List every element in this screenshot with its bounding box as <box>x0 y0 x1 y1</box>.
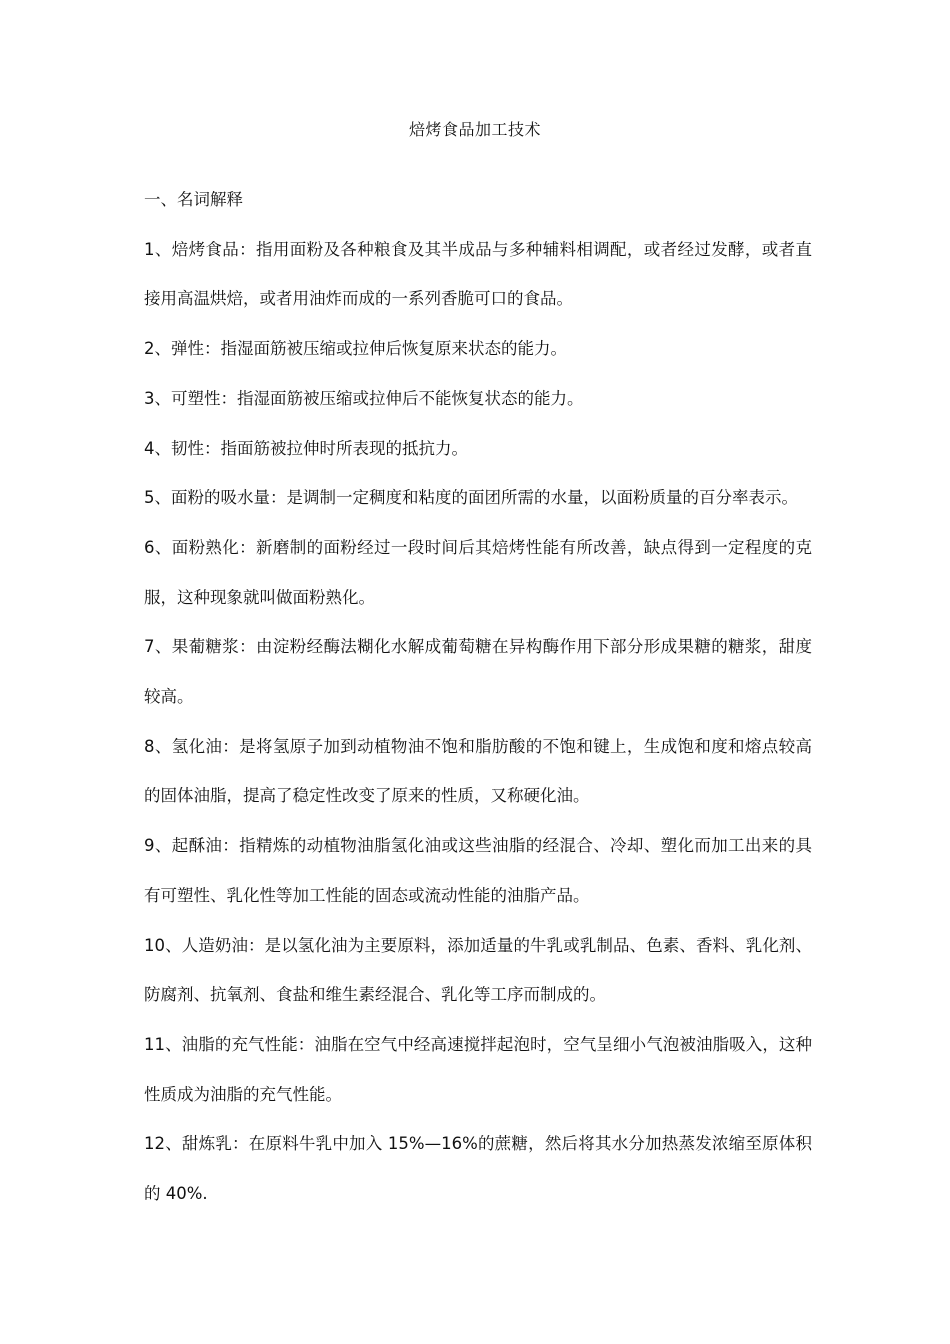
definition-paragraph: 1、焙烤食品：指用面粉及各种粮食及其半成品与多种辅料相调配，或者经过发酵，或者直接用高温烘焙，或者用油炸而成的一系列香脆可口的食品。 <box>144 239 812 309</box>
definition-paragraph: 12、甜炼乳：在原料牛乳中加入 15%—16%的蔗糖，然后将其水分加热蒸发浓缩至原体积的 40%. <box>144 1134 812 1204</box>
definition-paragraph: 4、韧性：指面筋被拉伸时所表现的抵抗力。 <box>144 438 468 458</box>
definition-paragraph: 9、起酥油：指精炼的动植物油脂氢化油或这些油脂的经混合、冷却、塑化而加工出来的具有可塑性、乳化性等加工性能的固态或流动性能的油脂产品。 <box>144 836 812 905</box>
section-heading: 一、名词解释 <box>144 190 243 209</box>
definition-paragraph: 8、氢化油：是将氢原子加到动植物油不饱和脂肪酸的不饱和键上，生成饱和度和熔点较高的固体油脂，提高了稳定性改变了原来的性质，又称硬化油。 <box>144 736 812 806</box>
definition-paragraph: 11、油脂的充气性能：油脂在空气中经高速搅拌起泡时，空气呈细小气泡被油脂吸入，这种性质成为油脂的充气性能。 <box>144 1034 812 1104</box>
definition-paragraph: 6、面粉熟化：新磨制的面粉经过一段时间后其焙烤性能有所改善，缺点得到一定程度的克服，这种现象就叫做面粉熟化。 <box>144 537 812 607</box>
definition-paragraph: 2、弹性：指湿面筋被压缩或拉伸后恢复原来状态的能力。 <box>144 339 567 359</box>
definition-paragraph: 5、面粉的吸水量：是调制一定稠度和粘度的面团所需的水量，以面粉质量的百分率表示。 <box>144 488 798 508</box>
document-title: 焙烤食品加工技术 <box>408 120 541 139</box>
document-body <box>144 175 812 1219</box>
definition-paragraph: 3、可塑性：指湿面筋被压缩或拉伸后不能恢复状态的能力。 <box>144 388 584 408</box>
definition-paragraph: 10、人造奶油：是以氢化油为主要原料，添加适量的牛乳或乳制品、色素、香料、乳化剂、防腐剂、抗氧剂、食盐和维生素经混合、乳化等工序而制成的。 <box>144 935 812 1005</box>
definition-paragraph: 7、果葡糖浆：由淀粉经酶法糊化水解成葡萄糖在异构酶作用下部分形成果糖的糖浆，甜度较高。 <box>144 637 812 707</box>
